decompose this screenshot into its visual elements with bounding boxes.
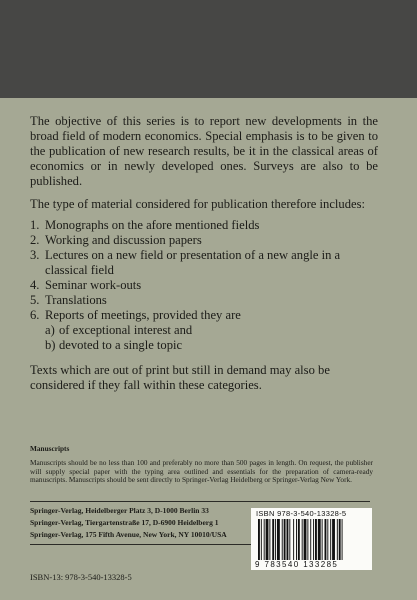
- address-line: Springer-Verlag, Tiergartenstraße 17, D-6900 Heidelberg 1: [30, 518, 219, 527]
- barcode-box: [251, 508, 372, 570]
- sub-list-item: a) of exceptional interest and: [45, 323, 193, 337]
- series-description: [30, 114, 378, 393]
- barcode-icon: [258, 519, 365, 560]
- list-item: 4. Seminar work-outs: [30, 278, 142, 292]
- address-line: Springer-Verlag, Heidelberger Platz 3, D-1000 Berlin 33: [30, 506, 209, 515]
- list-item: 5. Translations: [30, 293, 107, 307]
- barcode-digits: 9 783540 133285: [255, 560, 339, 569]
- manuscripts-section: [30, 445, 373, 485]
- publisher-addresses: [30, 505, 227, 541]
- divider: [30, 501, 370, 502]
- list-item: 2. Working and discussion papers: [30, 233, 202, 247]
- list-item: 6. Reports of meetings, provided they are a) of exceptional interest and b) devoted to a single topic: [30, 308, 378, 353]
- material-list: [30, 218, 378, 353]
- manuscripts-title: Manuscripts: [30, 444, 70, 453]
- material-intro: The type of material considered for publication therefore includes:: [30, 197, 366, 211]
- address-line: Springer-Verlag, 175 Fifth Avenue, New York, NY 10010/USA: [30, 530, 227, 539]
- sub-list: [45, 323, 378, 353]
- cover-top-band: [0, 0, 417, 98]
- sub-list-item: b) devoted to a single topic: [45, 338, 183, 352]
- isbn-13: ISBN-13: 978-3-540-13328-5: [30, 572, 132, 582]
- list-item: 1. Monographs on the afore mentioned fields: [30, 218, 260, 232]
- intro-paragraph: The objective of this series is to report new developments in the broad field of modern economics. Special emphasis is to be given to the publication of new research results, be it in the classical areas of economics or in newly developed ones. Surveys are also to be published.: [30, 114, 378, 188]
- out-of-print-paragraph: Texts which are out of print but still in demand may also be considered if they fall within these categories.: [30, 363, 330, 392]
- list-item: 3. Lectures on a new field or presentation of a new angle in a classical field: [30, 248, 341, 277]
- barcode-isbn-label: ISBN 978-3-540-13328-5: [256, 509, 347, 518]
- manuscripts-text: Manuscripts should be no less than 100 and preferably no more than 500 pages in length. On request, the publisher will supply special paper with the typing area outlined and essentials for the preparation of camera-ready manuscripts. Manuscripts should be sent directly to Springer-Verlag Heidelberg or Springer-Verlag New York.: [30, 458, 373, 485]
